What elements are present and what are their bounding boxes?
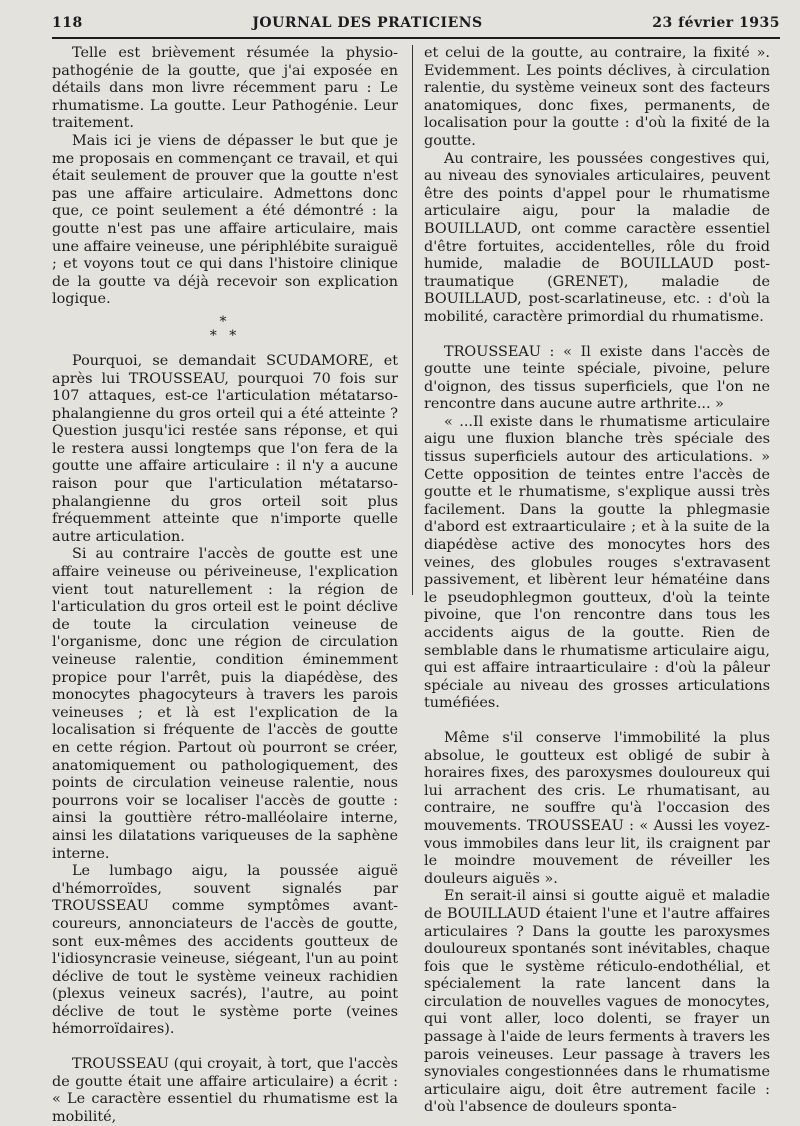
journal-title: JOURNAL DES PRATICIENS	[252, 15, 483, 31]
right-column	[424, 45, 770, 1117]
issue-date: 23 février 1935	[652, 15, 780, 31]
paragraph: Même s'il conserve l'immobilité la plus absolue, le goutteux est obligé de subir à horaires fixes, des paroxysmes douloureux qui lui arrachent des cris. Le rhumatisant, au contraire, ne souffre qu'à l'occasion des mouvements. TROUSSEAU : « Aussi les voyez-vous immobiles dans leur lit, ils craignent par le moindre mouvement de réveiller les douleurs aiguës ».	[424, 729, 770, 887]
paragraph: Telle est brièvement résumée la physio-pathogénie de la goutte, que j'ai exposée en détails dans mon livre récemment paru : Le rhumatisme. La goutte. Leur Pathogénie. Leur traitement.	[52, 45, 398, 132]
paragraph: Mais ici je viens de dépasser le but que je me proposais en commençant ce travail, et qui était seulement de prouver que la goutte n'est pas une affaire articulaire. Admettons donc que, ce point seulement a été démontré : la goutte n'est pas une affaire articulaire, mais une affaire veineuse, une périphlébite suraiguë ; et voyons tout ce qui dans l'histoire clinique de la goutte va déjà recevoir son explication logique.	[52, 132, 398, 308]
paragraph: TROUSSEAU (qui croyait, à tort, que l'accès de goutte était une affaire articulaire) a écrit : « Le caractère essentiel du rhumatisme est la mobilité,	[52, 1056, 398, 1125]
paragraph: En serait-il ainsi si goutte aiguë et maladie de BOUILLAUD étaient l'une et l'autre affaires articulaires ? Dans la goutte les paroxysmes douloureux spontanés sont inévitables, chaque fois que le système réticulo-endothélial, et spécialement la rate lancent dans la circulation de nouvelles vagues de monocytes, qui vont aller, loco dolenti, se frayer un passage à l'aide de leurs ferments à travers les parois veineuses. Leur passage à travers les synoviales congestionnées dans le rhumatisme articulaire aigu, doit être autrement facile : d'où l'absence de douleurs sponta-	[424, 888, 770, 1116]
header-rule	[52, 37, 780, 39]
asterism-bottom: * *	[209, 327, 241, 344]
page-number: 118	[52, 15, 83, 31]
paragraph: TROUSSEAU : « Il existe dans l'accès de goutte une teinte spéciale, pivoine, pelure d'oignon, des tissus superficiels, que l'on ne rencontre dans aucune autre arthrite... »	[424, 343, 770, 413]
paragraph: « ...Il existe dans le rhumatisme articulaire aigu une fluxion blanche très spéciale des tissus superficiels autour des articulations. » Cette opposition de teintes entre l'accès de goutte et le rhumatisme, s'explique aussi très facilement. Dans la goutte la phlegmasie d'abord est extraarticulaire ; et à la suite de la diapédèse active des monocytes hors des veines, des globules rouges s'extravasent passivement, et libèrent leur hématéine dans le pseudophlegmon goutteux, d'où la teinte pivoine, que l'on rencontre dans tous les accidents aigus de la goutte. Rien de semblable dans le rhumatisme articulaire aigu, qui est affaire intraarticulaire : d'où la pâleur spéciale au niveau des grosses articulations tuméfiées.	[424, 413, 770, 712]
section-asterism	[52, 315, 398, 349]
page-header	[52, 10, 780, 36]
paragraph: Si au contraire l'accès de goutte est une affaire veineuse ou périveineuse, l'explication vient tout naturellement : la région de l'articulation du gros orteil est le point déclive de toute la circulation veineuse de l'organisme, donc une région de circulation veineuse ralentie, condition éminemment propice pour l'arrêt, puis la diapédèse, des monocytes phagocyteurs à travers les parois veineuses ; et là est l'explication de la localisation si fréquente de l'accès de goutte en cette région. Partout où pourront se créer, anatomiquement ou pathologiquement, des points de circulation veineuse ralentie, nous pourrons voir se localiser l'accès de goutte : ainsi la gouttière rétro-malléolaire interne, ainsi les dilatations variqueuses de la saphène interne.	[52, 546, 398, 862]
asterism-top: *	[219, 313, 231, 330]
paragraph: et celui de la goutte, au contraire, la fixité ». Evidemment. Les points déclives, à circulation ralentie, du système veineux sont des facteurs anatomiques, donc fixes, permanents, de localisation pour la goutte : d'où la fixité de la goutte.	[424, 45, 770, 149]
column-divider	[412, 45, 413, 595]
paragraph: Au contraire, les poussées congestives qui, au niveau des synoviales articulaires, peuvent être des points d'appel pour le rhumatisme articulaire aigu, pour la maladie de BOUILLAUD, ont comme caractère essentiel d'être fortuites, accidentelles, rôle du froid humide, maladie de BOUILLAUD post-traumatique (GRENET), maladie de BOUILLAUD, post-scarlatineuse, etc. : d'où la mobilité, caractère primordial du rhumatisme.	[424, 150, 770, 325]
left-column	[52, 45, 398, 1126]
paragraph: Le lumbago aigu, la poussée aiguë d'hémorroïdes, souvent signalés par TROUSSEAU comme symptômes avant-coureurs, annonciateurs de l'accès de goutte, sont eux-mêmes des accidents goutteux de l'idiosyncrasie veineuse, siégeant, l'un au point déclive de tout le système veineux rachidien (plexus veineux sacrés), l'autre, au point déclive de tout le système porte (veines hémorroïdaires).	[52, 863, 398, 1038]
paragraph: Pourquoi, se demandait SCUDAMORE, et après lui TROUSSEAU, pourquoi 70 fois sur 107 attaques, est-ce l'articulation métatarso-phalangienne du gros orteil qui a été atteinte ? Question jusqu'ici restée sans réponse, et qui le restera aussi longtemps que l'on fera de la goutte une affaire articulaire : il n'y a aucune raison pour que l'articulation métatarso-phalangienne du gros orteil soit plus fréquemment atteinte que n'importe quelle autre articulation.	[52, 352, 398, 545]
